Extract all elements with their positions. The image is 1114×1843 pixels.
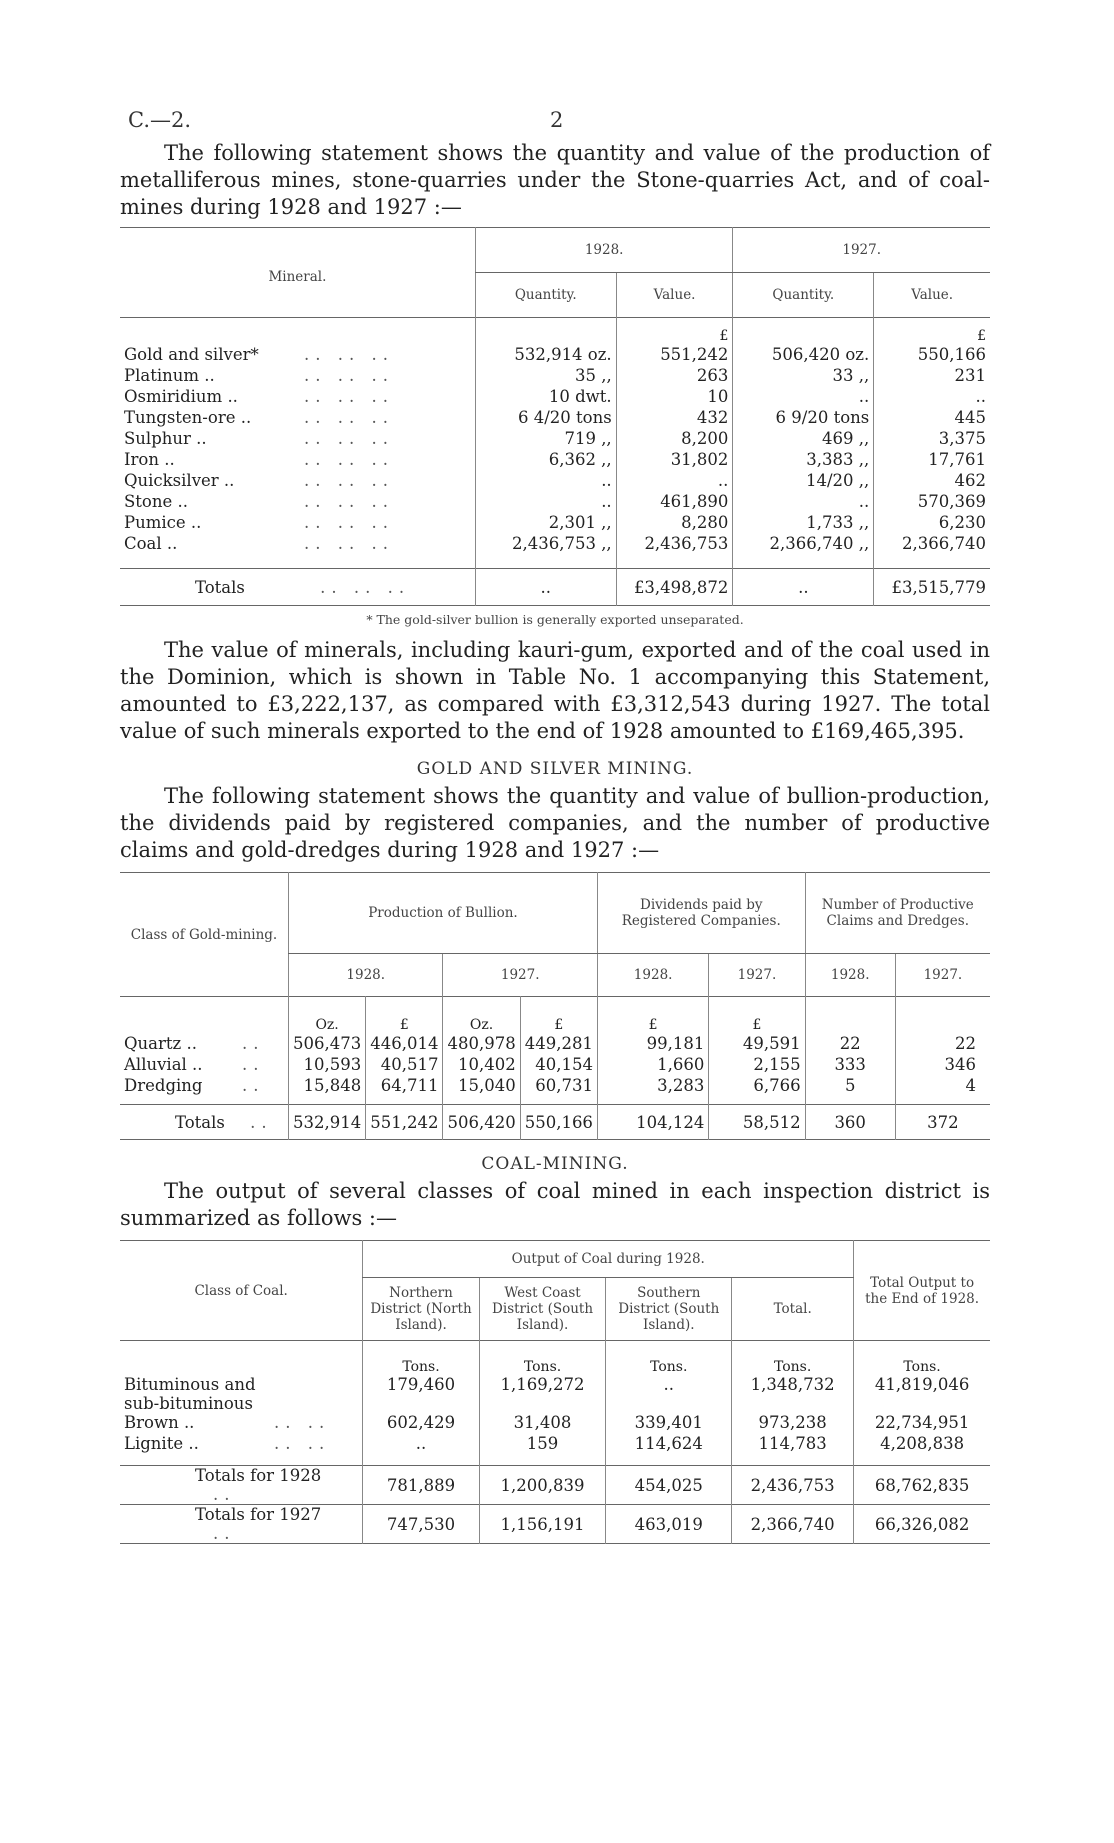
mineral-row [120,428,990,449]
leader-dots: .. .. .. [304,492,394,511]
gold-row [120,1054,990,1075]
quantity-1927: 469 ,, [733,428,874,449]
col-output: Output of Coal during 1928. [363,1241,854,1278]
coal-totals-1928-west: 1,200,839 [479,1466,606,1505]
gold-heading: GOLD AND SILVER MINING. [416,759,694,779]
bullion-value-1928: 64,711 [366,1075,443,1096]
coal-row [120,1375,990,1413]
claims-1927: 346 [895,1054,990,1075]
coal-totals-1928-dots: .. [213,1485,236,1504]
mineral-name-cell [120,470,475,491]
unit-pound-div-1927: £ [709,997,805,1034]
bullion-oz-1928: 15,848 [289,1075,366,1096]
quantity-1928: 6 4/20 tons [475,407,616,428]
coal-totals-1927-total: 2,366,740 [732,1505,854,1544]
dividends-1927: 6,766 [709,1075,805,1096]
value-1928: 461,890 [616,491,733,512]
gold-row [120,1033,990,1054]
col-south: Southern District (South Island). [606,1278,732,1341]
unit-pound-div-1928: £ [597,997,708,1034]
mineral-name: Coal .. [124,534,178,553]
coal-class-name: Brown .. [124,1413,195,1432]
value-1928: 263 [616,365,733,386]
mineral-name-cell [120,344,475,365]
quantity-1928: 6,362 ,, [475,449,616,470]
coal-heading: COAL-MINING. [481,1154,629,1174]
mineral-name-cell [120,407,475,428]
coal-totals-1928-label: Totals for 1928 [195,1466,322,1485]
coal-totals-1927-west: 1,156,191 [479,1505,606,1544]
coal-totals-1927-end: 66,326,082 [854,1505,990,1544]
unit-oz-1927: Oz. [443,997,520,1034]
minerals-intro: The following statement shows the quantity and value of the production of metalliferous mines, stone-quarries under the Stone-quarries Act, and of coal-mines during 1928 and 1927 :— [120,141,990,219]
coal-total: 1,348,732 [732,1375,854,1413]
claims-1928: 333 [805,1054,895,1075]
quantity-1928: 532,914 oz. [475,344,616,365]
leader-dots: .. .. [274,1413,331,1432]
value-1927: 445 [874,407,990,428]
leader-dots: .. .. .. [304,366,394,385]
gold-totals-c1928: 360 [805,1105,895,1140]
mineral-name-cell [120,428,475,449]
leader-dots: .. .. .. [304,450,394,469]
quantity-1928: 2,301 ,, [475,512,616,533]
coal-total: 114,783 [732,1434,854,1455]
value-1927: 462 [874,470,990,491]
coal-totals-1927-south: 463,019 [606,1505,732,1544]
minerals-footnote: * The gold-silver bullion is generally exported unseparated. [366,612,744,627]
minerals-totals-row [120,569,475,606]
quantity-1928: .. [475,470,616,491]
claims-1928: 5 [805,1075,895,1096]
mineral-name: Sulphur .. [124,429,207,448]
quantity-1928: 719 ,, [475,428,616,449]
col-value-1928: Value. [616,273,733,318]
mineral-name: Tungsten-ore .. [124,408,252,427]
mineral-row [120,512,990,533]
page-header [120,100,990,140]
mineral-name-cell [120,386,475,407]
quantity-1927: 33 ,, [733,365,874,386]
col-end: Total Output to the End of 1928. [854,1241,990,1341]
col-bullion: Production of Bullion. [289,873,598,954]
dividends-1927: 1927. [709,954,805,997]
unit-west: Tons. [479,1341,606,1376]
leader-dots: .. .. .. [304,408,394,427]
bullion-oz-1928: 506,473 [289,1033,366,1054]
mineral-row [120,470,990,491]
leader-dots: .. .. .. [304,534,394,553]
claims-1927: 22 [895,1033,990,1054]
gold-table [120,872,990,1140]
bullion-value-1927: 449,281 [520,1033,597,1054]
claims-1928: 1928. [805,954,895,997]
quantity-1928: .. [475,491,616,512]
dividends-1928: 99,181 [597,1033,708,1054]
coal-north: 179,460 [363,1375,479,1413]
col-quantity-1928: Quantity. [475,273,616,318]
mineral-name-cell [120,512,475,533]
coal-totals-1927-label: Totals for 1927 [195,1505,322,1524]
col-1927: 1927. [733,228,990,273]
unit-pound-1928: £ [366,997,443,1034]
leader-dots: .. [242,1076,265,1095]
value-1927: 6,230 [874,512,990,533]
coal-row [120,1413,990,1434]
bullion-value-1928: 446,014 [366,1033,443,1054]
quantity-1927: 1,733 ,, [733,512,874,533]
value-1928: 31,802 [616,449,733,470]
quantity-1927: .. [733,491,874,512]
minerals-table [120,227,990,606]
gold-totals-dots: .. [250,1112,273,1132]
col-quantity-1927: Quantity. [733,273,874,318]
col-north: Northern District (North Island). [363,1278,479,1341]
value-1928: 432 [616,407,733,428]
col-claims: Number of Productive Claims and Dredges. [805,873,990,954]
leader-dots: .. [242,1034,265,1053]
bullion-value-1927: 40,154 [520,1054,597,1075]
coal-south: 339,401 [606,1413,732,1434]
gold-totals-c1927: 372 [895,1105,990,1140]
unit-end: Tons. [854,1341,990,1376]
col-class-coal: Class of Coal. [194,1282,288,1299]
gold-totals-oz1927: 506,420 [443,1105,520,1140]
gold-row [120,1075,990,1096]
value-1928: 2,436,753 [616,533,733,554]
dividends-1927: 2,155 [709,1054,805,1075]
mineral-row [120,407,990,428]
value-1927: 231 [874,365,990,386]
claims-1927: 4 [895,1075,990,1096]
totals-q1927: .. [733,569,874,606]
currency-1927: £ [874,318,990,345]
coal-totals-1927-north: 747,530 [363,1505,479,1544]
document-page [120,100,990,1544]
gold-totals-label: Totals [175,1112,225,1132]
mineral-name: Iron .. [124,450,175,469]
gold-name-cell [120,1054,289,1075]
mineral-row [120,386,990,407]
gold-class-name: Alluvial .. [124,1055,203,1074]
quantity-1927: 14/20 ,, [733,470,874,491]
mineral-row [120,344,990,365]
gold-name-cell [120,1033,289,1054]
value-1928: 8,280 [616,512,733,533]
coal-totals-1927-row [120,1505,363,1544]
bullion-oz-1927: 10,402 [443,1054,520,1075]
col-west: West Coast District (South Island). [479,1278,606,1341]
totals-v1928: £3,498,872 [616,569,733,606]
coal-west: 1,169,272 [479,1375,606,1413]
gold-totals-d1928: 104,124 [597,1105,708,1140]
totals-label: Totals [195,577,245,597]
coal-name-cell [120,1413,363,1434]
leader-dots: .. .. .. [304,513,394,532]
coal-intro: The output of several classes of coal mined in each inspection district is summarized as follows :— [120,1179,990,1230]
gold-class-name: Quartz .. [124,1034,197,1053]
mineral-name-cell [120,533,475,554]
mineral-name: Gold and silver* [124,345,259,364]
coal-totals-1928-end: 68,762,835 [854,1466,990,1505]
unit-oz-1928: Oz. [289,997,366,1034]
bullion-value-1928: 40,517 [366,1054,443,1075]
coal-north: 602,429 [363,1413,479,1434]
value-1927: 3,375 [874,428,990,449]
bullion-1928: 1928. [289,954,443,997]
document-reference: C.—2. [128,108,192,132]
dividends-1927: 49,591 [709,1033,805,1054]
quantity-1928: 10 dwt. [475,386,616,407]
gold-totals-v1927: 550,166 [520,1105,597,1140]
quantity-1927: 3,383 ,, [733,449,874,470]
leader-dots: .. .. .. [304,387,394,406]
coal-end: 22,734,951 [854,1413,990,1434]
bullion-oz-1927: 480,978 [443,1033,520,1054]
value-1927: 2,366,740 [874,533,990,554]
mineral-row [120,491,990,512]
coal-end: 4,208,838 [854,1434,990,1455]
mineral-row [120,533,990,554]
coal-name-cell [120,1375,363,1413]
quantity-1928: 2,436,753 ,, [475,533,616,554]
gold-intro: The following statement shows the quantity and value of bullion-production, the dividends paid by registered companies, and the number of productive claims and gold-dredges during 1928 and 1927 :— [120,784,990,862]
unit-pound-1927: £ [520,997,597,1034]
coal-total: 973,238 [732,1413,854,1434]
value-1928: 8,200 [616,428,733,449]
bullion-value-1927: 60,731 [520,1075,597,1096]
claims-1928: 22 [805,1033,895,1054]
mineral-name: Osmiridium .. [124,387,238,406]
gold-totals-v1928: 551,242 [366,1105,443,1140]
mineral-name-cell [120,491,475,512]
mineral-name: Platinum .. [124,366,215,385]
bullion-oz-1928: 10,593 [289,1054,366,1075]
col-value-1927: Value. [874,273,990,318]
gold-totals-row [120,1105,289,1140]
coal-table [120,1240,990,1544]
coal-totals-1927-dots: .. [213,1524,236,1543]
minerals-value-paragraph: The value of minerals, including kauri-gum, exported and of the coal used in the Dominion, which is shown in Table No. 1 accompanying this Statement, amounted to £3,222,137, as compared with £3,312,543 during 1927. The total value of such minerals exported to the end of 1928 amounted to £169,465,395. [120,638,990,743]
quantity-1927: .. [733,386,874,407]
claims-1927: 1927. [895,954,990,997]
leader-dots: .. .. .. [304,429,394,448]
totals-dots: .. .. .. [320,577,411,597]
mineral-name-cell [120,365,475,386]
value-1927: .. [874,386,990,407]
mineral-name: Pumice .. [124,513,202,532]
leader-dots: .. .. .. [304,345,394,364]
leader-dots: .. .. [274,1434,331,1453]
mineral-name: Quicksilver .. [124,471,235,490]
leader-dots: .. [242,1055,265,1074]
value-1928: 10 [616,386,733,407]
page-number: 2 [550,108,564,132]
value-1928: .. [616,470,733,491]
col-dividends: Dividends paid by Registered Companies. [597,873,805,954]
coal-row [120,1434,990,1455]
value-1928: 551,242 [616,344,733,365]
gold-totals-d1927: 58,512 [709,1105,805,1140]
coal-totals-1928-row [120,1466,363,1505]
col-mineral: Mineral. [268,268,327,285]
leader-dots: .. .. .. [304,471,394,490]
totals-q1928: .. [475,569,616,606]
quantity-1927: 6 9/20 tons [733,407,874,428]
mineral-row [120,449,990,470]
dividends-1928: 1928. [597,954,708,997]
coal-totals-1928-north: 781,889 [363,1466,479,1505]
gold-name-cell [120,1075,289,1096]
gold-totals-oz1928: 532,914 [289,1105,366,1140]
totals-v1927: £3,515,779 [874,569,990,606]
coal-south: .. [606,1375,732,1413]
coal-class-name: Bituminous and sub-bituminous [124,1375,256,1413]
quantity-1927: 2,366,740 ,, [733,533,874,554]
coal-totals-1928-south: 454,025 [606,1466,732,1505]
gold-class-name: Dredging [124,1076,203,1095]
unit-total: Tons. [732,1341,854,1376]
coal-totals-1928-total: 2,436,753 [732,1466,854,1505]
coal-north: .. [363,1434,479,1455]
coal-name-cell [120,1434,363,1455]
value-1927: 17,761 [874,449,990,470]
col-total: Total. [732,1278,854,1341]
coal-west: 31,408 [479,1413,606,1434]
bullion-1927: 1927. [443,954,597,997]
quantity-1928: 35 ,, [475,365,616,386]
value-1927: 570,369 [874,491,990,512]
value-1927: 550,166 [874,344,990,365]
quantity-1927: 506,420 oz. [733,344,874,365]
mineral-name: Stone .. [124,492,188,511]
coal-south: 114,624 [606,1434,732,1455]
currency-1928: £ [616,318,733,345]
col-class-gold: Class of Gold-mining. [130,926,278,943]
coal-west: 159 [479,1434,606,1455]
dividends-1928: 3,283 [597,1075,708,1096]
unit-south: Tons. [606,1341,732,1376]
coal-class-name: Lignite .. [124,1434,199,1453]
unit-north: Tons. [363,1341,479,1376]
col-1928: 1928. [475,228,733,273]
coal-end: 41,819,046 [854,1375,990,1413]
bullion-oz-1927: 15,040 [443,1075,520,1096]
mineral-row [120,365,990,386]
mineral-name-cell [120,449,475,470]
dividends-1928: 1,660 [597,1054,708,1075]
